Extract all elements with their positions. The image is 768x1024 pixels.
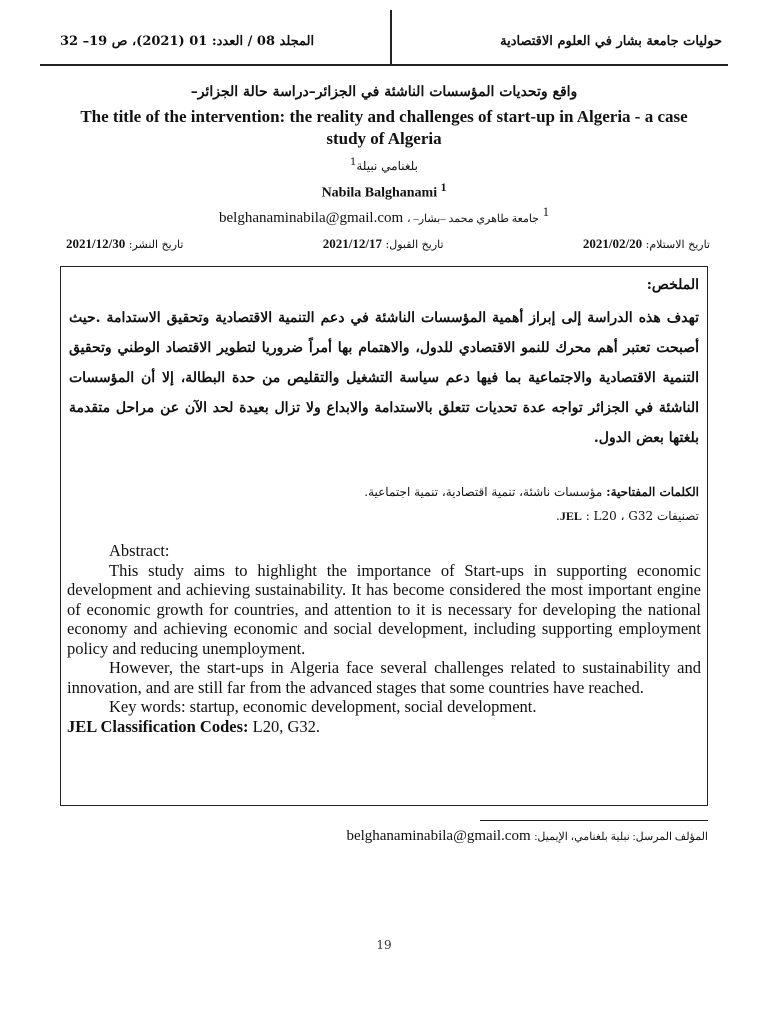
abstract-english-p2: However, the start-ups in Algeria face several challenges related to sustainability and innovation, and are still far from the advanced stages that some countries have reached. xyxy=(67,658,701,697)
title-english: The title of the intervention: the reality and challenges of start-up in Algeria - a case study of Algeria xyxy=(80,107,688,148)
footnote-email: belghanaminabila@gmail.com xyxy=(346,828,531,844)
author-english-sup: 1 xyxy=(440,181,447,194)
affiliation-sup: 1 xyxy=(542,205,549,219)
footnote-label: المؤلف المرسل: نبلية بلغنامي، الإيميل: xyxy=(534,831,708,843)
jel-english-label: JEL Classification Codes: xyxy=(67,716,249,736)
author-arabic-sup: 1 xyxy=(350,157,357,168)
keywords-arabic-label: الكلمات المفتاحية: xyxy=(606,485,699,499)
keywords-arabic xyxy=(364,485,699,499)
abstract-english xyxy=(67,541,701,736)
accepted-date: تاريخ القبول: 2021/12/17 xyxy=(322,236,444,251)
author-arabic xyxy=(40,157,728,173)
jel-arabic-codes: : L20 ، G32. xyxy=(556,509,654,523)
jel-arabic-jel: JEL xyxy=(559,509,582,523)
abstract-english-keywords: Key words: startup, economic development, social development. xyxy=(109,697,537,716)
volume-info: المجلد 08 / العدد: 01 (2021)، ص 19– 32 xyxy=(60,34,315,49)
author-english xyxy=(40,181,728,202)
author-english-name: Nabila Balghanami xyxy=(321,185,438,201)
published-date: تاريخ النشر: 2021/12/30 xyxy=(66,236,184,251)
header-divider xyxy=(390,10,392,66)
keywords-arabic-text: مؤسسات ناشئة، تنمية اقتصادية، تنمية اجتماعية. xyxy=(364,485,603,499)
abstract-arabic-heading: الملخص: xyxy=(646,277,699,293)
footnote-rule xyxy=(480,820,708,821)
author-email: belghanaminabila@gmail.com xyxy=(219,210,404,226)
affiliation xyxy=(40,205,728,227)
abstract-english-p1: This study aims to highlight the importance of Start-ups in supporting economic development and achieving sustainability. It has become considered the most important engine of economic growth for countries, and attention to it is necessary for developing the national economy and achieving economic and social development, including supporting employment policy and reducing unemployment. xyxy=(67,560,701,658)
author-arabic-name: بلغنامي نبيلة xyxy=(356,159,418,173)
abstract-box xyxy=(60,266,708,806)
footnote xyxy=(60,828,708,845)
header-rule xyxy=(40,64,728,66)
abstract-arabic-body: تهدف هذه الدراسة إلى إبراز أهمية المؤسسات الناشئة في دعم التنمية الاقتصادية وتحقيق الاستدامة .حيث أصبحت تعتبر أهم محرك للنمو الاقتصادي للدول، والاهتمام بها أمراً ضروريا لتطوير الاقتصاد الوطني وتحقيق التنمية الاقتصادية والاجتماعية بما فيها دعم سياسة التشغيل والتقليص من حدة البطالة، إلا أن المؤسسات الناشئة في الجزائر تواجه عدة تحديات تتعلق بالاستدامة والابداع ولا تزال بعيدة لحد الآن عن مراحل متقدمة بلغتها بعض الدول. xyxy=(69,310,699,446)
jel-arabic xyxy=(556,509,699,524)
jel-english xyxy=(67,717,701,737)
running-header xyxy=(40,10,728,66)
page-number: 19 xyxy=(376,938,392,952)
title-arabic: واقع وتحديات المؤسسات الناشئة في الجزائر–دراسة حالة الجزائر– xyxy=(190,84,578,100)
jel-arabic-label: تصنيفات xyxy=(656,509,699,523)
journal-name: حوليات جامعة بشار في العلوم الاقتصادية xyxy=(500,34,722,49)
abstract-english-label: Abstract: xyxy=(109,541,170,560)
dates-row xyxy=(66,236,710,252)
jel-english-codes: L20, G32. xyxy=(248,716,321,736)
received-date: تاريخ الاستلام: 2021/02/20 xyxy=(582,236,710,251)
affiliation-arabic: جامعة طاهري محمد –بشار– ، xyxy=(406,213,539,225)
